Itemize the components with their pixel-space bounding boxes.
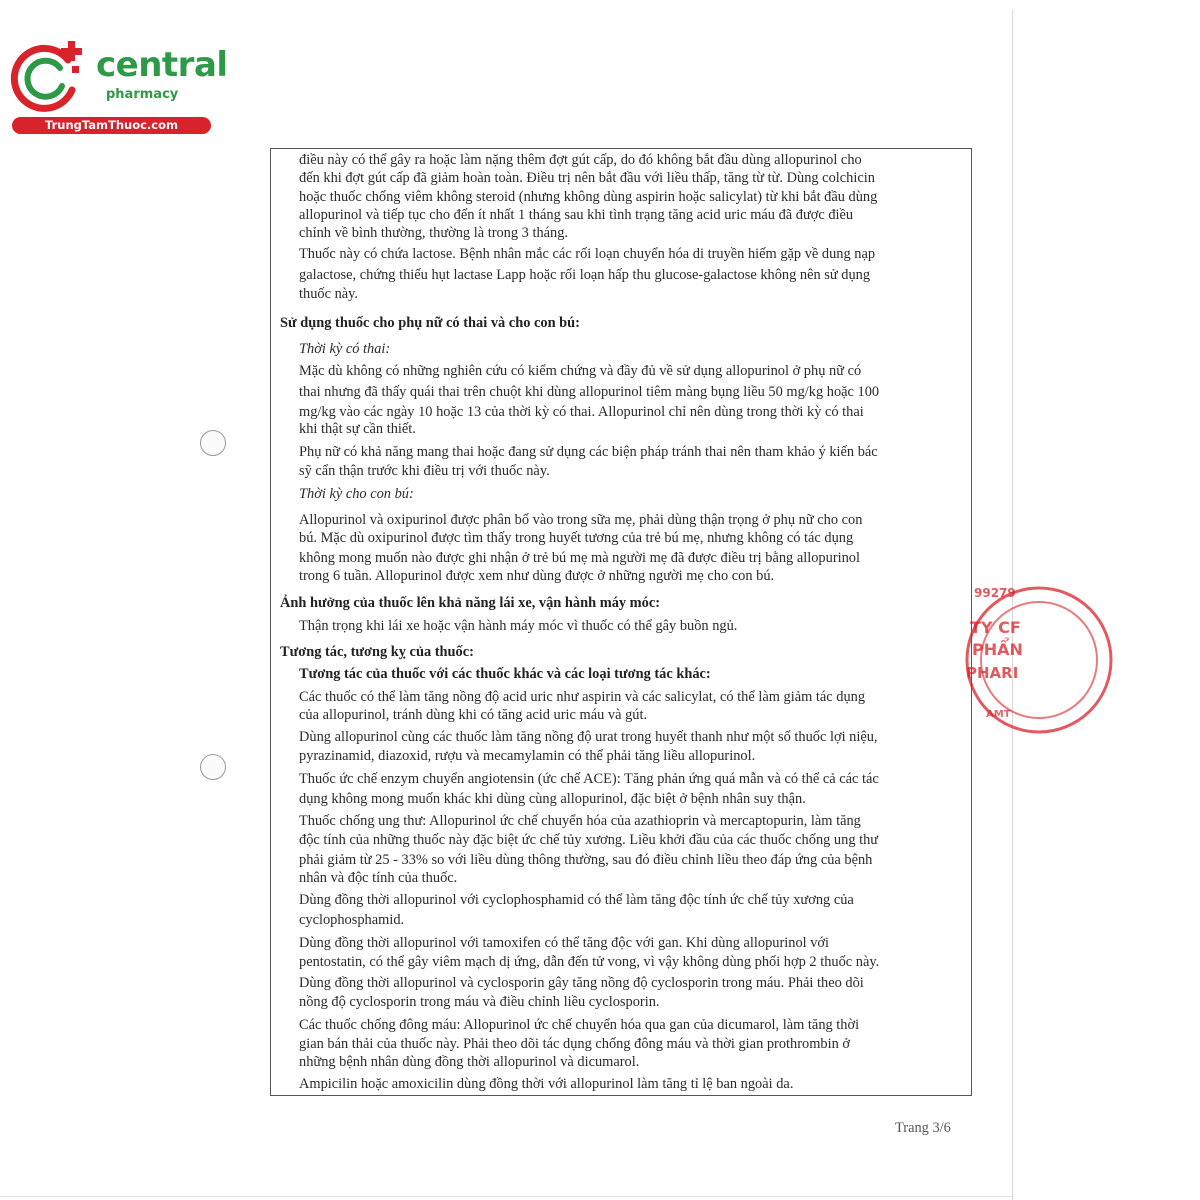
text-line: Allopurinol và oxipurinol được phân bố vào trong sữa mẹ, phải dùng thận trọng ở phụ nữ cho con — [299, 512, 863, 528]
subheading-drug-interactions: Tương tác của thuốc với các thuốc khác và các loại tương tác khác: — [299, 666, 711, 682]
text-line: Dùng đồng thời allopurinol với tamoxifen có thể tăng độc với gan. Khi dùng allopurinol với — [299, 935, 830, 951]
text-line: đến khi đợt gút cấp đã giảm hoàn toàn. Điều trị nên bắt đầu với liều thấp, tăng từ từ. Dùng colchicin — [299, 170, 875, 186]
text-line: không mong muốn nào được ghi nhận ở trẻ bú mẹ mà người mẹ đã được điều trị bằng allopurinol — [299, 550, 861, 566]
text-line: Thuốc ức chế enzym chuyển angiotensin (ức chế ACE): Tăng phản ứng quá mẫn và có thể cả các tác — [299, 771, 879, 787]
subheading-breastfeeding: Thời kỳ cho con bú: — [299, 486, 414, 502]
punch-hole-icon — [200, 430, 226, 456]
text-line: Thuốc chống ung thư: Allopurinol ức chế chuyển hóa của azathioprin và mercaptopurin, làm tăng — [299, 813, 861, 829]
stamp-line-4: AMT — [986, 709, 1011, 720]
subheading-pregnancy: Thời kỳ có thai: — [299, 341, 391, 357]
stamp-code: 99279 — [974, 586, 1016, 600]
text-line: độc tính của những thuốc này đặc biệt ức chế tủy xương. Liều khởi đầu của các thuốc chống ung thư — [299, 832, 879, 848]
text-line: trong 6 tuần. Allopurinol được xem như dùng được ở những người mẹ cho con bú. — [299, 568, 775, 584]
section-heading-interactions: Tương tác, tương kỵ của thuốc: — [280, 644, 474, 660]
text-line: mg/kg vào các ngày 10 hoặc 13 của thời kỳ có thai. Allopurinol chỉ nên dùng trong thời kỳ có thai — [299, 404, 864, 420]
text-line: allopurinol và tiếp tục cho đến ít nhất 1 tháng sau khi tình trạng tăng acid uric máu đã được điều — [299, 207, 854, 223]
text-line: Thận trọng khi lái xe hoặc vận hành máy móc vì thuốc có thể gây buồn ngủ. — [299, 618, 738, 634]
section-heading-pregnancy: Sử dụng thuốc cho phụ nữ có thai và cho con bú: — [280, 315, 580, 331]
text-line: Mặc dù không có những nghiên cứu có kiểm chứng và đầy đủ về sử dụng allopurinol ở phụ nữ có — [299, 363, 862, 379]
text-line: Dùng đồng thời allopurinol và cyclosporin gây tăng nồng độ cyclosporin trong máu. Phải theo dõi — [299, 975, 864, 991]
text-line: điều này có thể gây ra hoặc làm nặng thêm đợt gút cấp, do đó không bắt đầu dùng allopurinol cho — [299, 152, 862, 168]
text-line: khi thật sự cần thiết. — [299, 421, 416, 437]
page-edge-bottom — [0, 1196, 1012, 1197]
text-line: dụng không mong muốn khác khi dùng cùng allopurinol, đặc biệt ở bệnh nhân suy thận. — [299, 791, 806, 807]
text-line: của allopurinol, tránh dùng khi có tăng acid uric máu và gút. — [299, 707, 648, 723]
text-line: nhân và độc tính của thuốc. — [299, 870, 458, 886]
text-line: bú. Mặc dù oxipurinol được tìm thấy trong huyết tương của trẻ bú mẹ, nhưng không có tác dụng — [299, 530, 854, 546]
text-line: pyrazinamid, diazoxid, rượu và mecamylamin có thể phải tăng liều allopurinol. — [299, 748, 756, 764]
text-line: Các thuốc chống đông máu: Allopurinol ức chế chuyển hóa qua gan của dicumarol, làm tăng thời — [299, 1017, 860, 1033]
text-line: Các thuốc có thể làm tăng nồng độ acid uric như aspirin và các salicylat, có thể làm giảm tác dụng — [299, 689, 866, 705]
text-line: thai nhưng đã thấy quái thai trên chuột khi dùng allopurinol tiêm màng bụng liều 50 mg/kg hoặc 100 — [299, 384, 880, 400]
logo-site: TrungTamThuoc.com — [12, 117, 211, 134]
text-line: Dùng đồng thời allopurinol với cyclophosphamid có thể làm tăng độc tính ức chế tủy xương của — [299, 892, 854, 908]
stamp-line-2: PHẨN — [972, 640, 1023, 659]
text-line: pentostatin, có thể gây viêm mạch dị ứng, dẫn đến tử vong, vì vậy không dùng phối hợp 2 thuốc này. — [299, 954, 880, 970]
text-line: chỉnh về bình thường, thường là trong 3 tháng. — [299, 225, 569, 241]
text-line: gian bán thải của thuốc này. Phải theo dõi tác dụng chống đông máu và thời gian prothrombin ở — [299, 1036, 851, 1052]
text-line: Phụ nữ có khả năng mang thai hoặc đang sử dụng các biện pháp tránh thai nên tham khảo ý kiến bác — [299, 444, 878, 460]
text-line: thuốc này. — [299, 286, 359, 302]
central-pharmacy-logo — [10, 38, 228, 138]
text-line: Ampicilin hoặc amoxicilin dùng đồng thời với allopurinol làm tăng tỉ lệ ban ngoài da. — [299, 1076, 794, 1092]
text-line: sỹ cẩn thận trước khi điều trị với thuốc này. — [299, 463, 550, 479]
logo-sub: pharmacy — [106, 87, 179, 102]
stamp-line-1: TY CF — [970, 618, 1021, 637]
text-line: những bệnh nhân dùng đồng thời allopurinol và dicumarol. — [299, 1054, 640, 1070]
text-line: Thuốc này có chứa lactose. Bệnh nhân mắc các rối loạn chuyển hóa di truyền hiếm gặp về dung nạp — [299, 246, 876, 262]
text-line: nồng độ cyclosporin trong máu và điều chỉnh liều cyclosporin. — [299, 994, 660, 1010]
pharmacy-cross-logo-icon — [10, 38, 90, 114]
logo-brand: central — [96, 45, 228, 85]
text-line: hoặc thuốc chống viêm không steroid (nhưng không dùng aspirin hoặc salicylat) từ khi bắt đầu dùng — [299, 189, 878, 205]
text-line: cyclophosphamid. — [299, 912, 405, 928]
text-line: galactose, chứng thiếu hụt lactase Lapp hoặc rối loạn hấp thu glucose-galactose không nên sử dụng — [299, 267, 871, 283]
text-line: Dùng allopurinol cùng các thuốc làm tăng nồng độ urat trong huyết thanh như một số thuốc lợi niệu, — [299, 729, 878, 745]
stamp-line-3: PHARI — [966, 664, 1019, 682]
page-number: Trang 3/6 — [895, 1120, 951, 1136]
text-line: phải giảm từ 25 - 33% so với liều dùng thông thường, sau đó điều chỉnh liều theo đáp ứng của bệnh — [299, 852, 873, 868]
punch-hole-icon — [200, 754, 226, 780]
section-heading-driving: Ảnh hưởng của thuốc lên khả năng lái xe, vận hành máy móc: — [280, 595, 661, 611]
